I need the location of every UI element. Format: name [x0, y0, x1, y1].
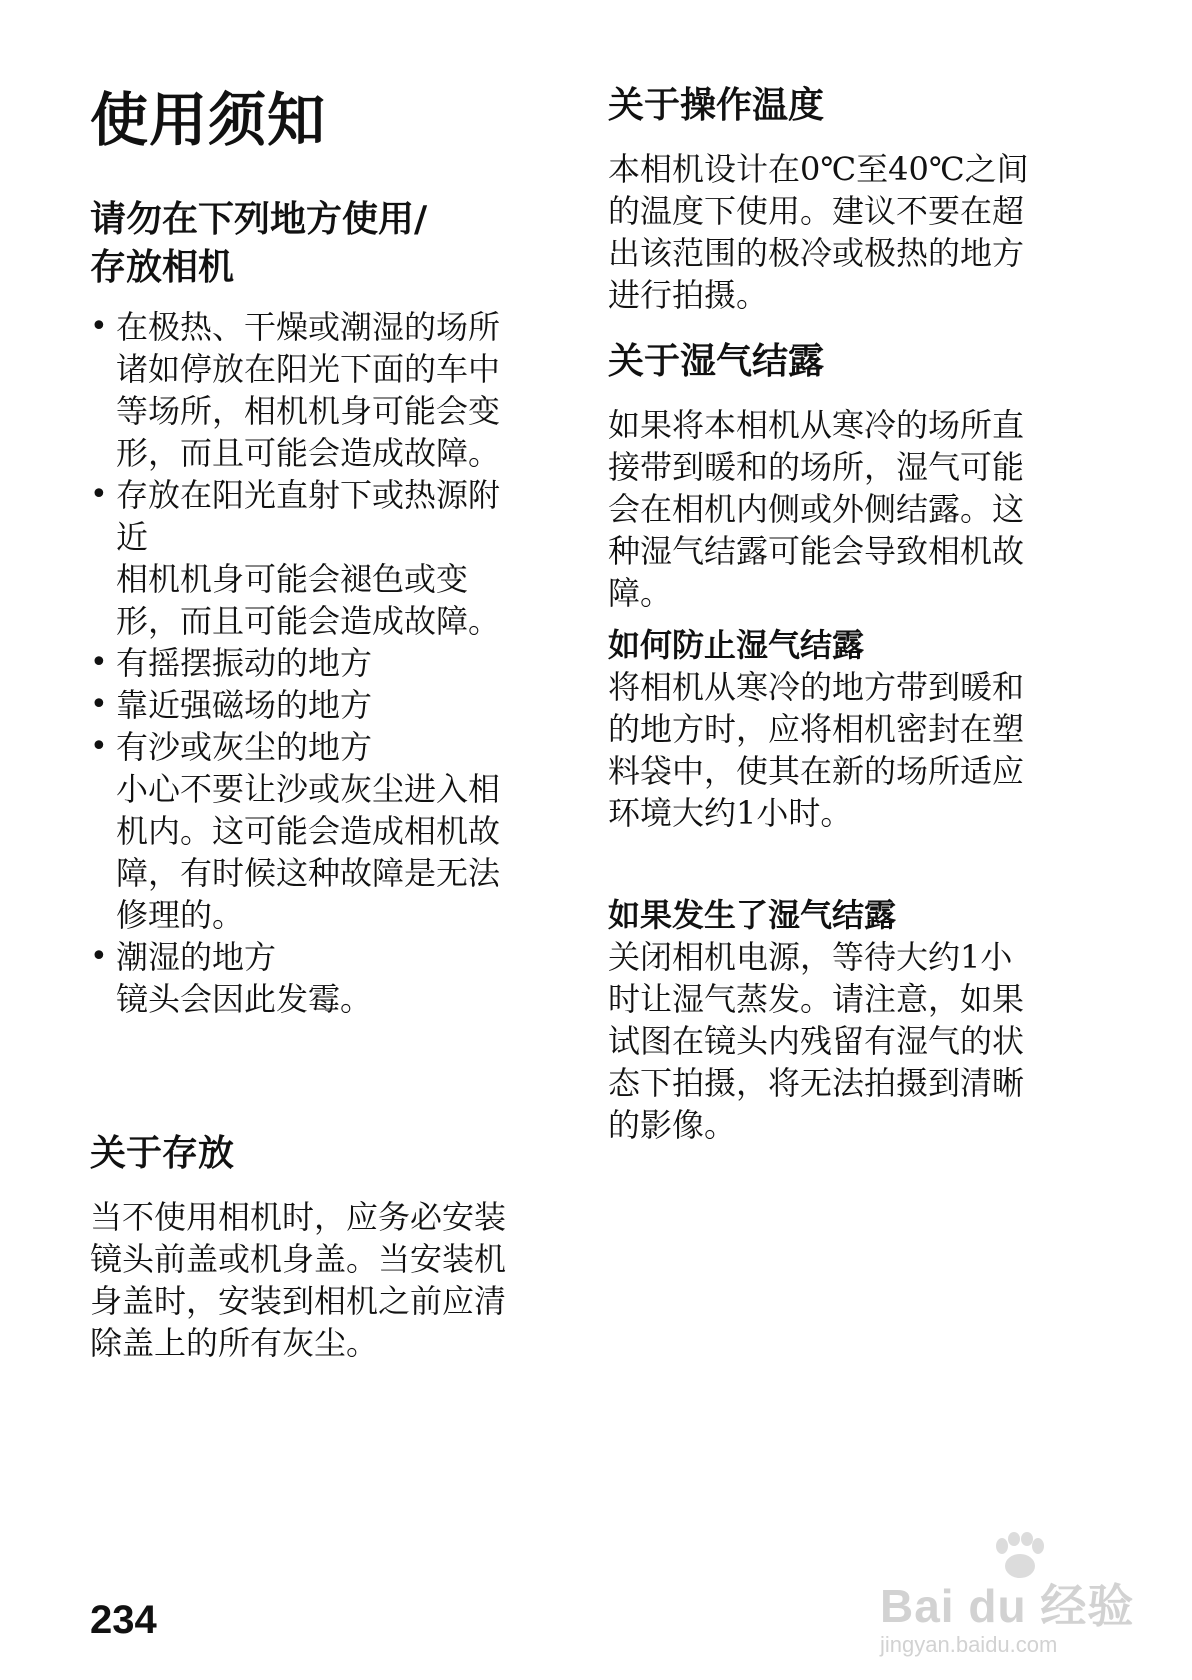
section-body-prevent-condensation: 将相机从寒冷的地方带到暖和的地方时，应将相机密封在塑料袋中，使其在新的场所适应环境大约1小时。: [608, 668, 1025, 832]
list-item-description: 相机机身可能会褪色或变形，而且可能会造成故障。: [116, 560, 501, 640]
list-item-description: 诸如停放在阳光下面的车中等场所，相机机身可能会变形，而且可能会造成故障。: [116, 350, 501, 472]
watermark-main-text: Bai du 经验: [880, 1580, 1135, 1632]
section-body-temperature: 本相机设计在0℃至40℃之间的温度下使用。建议不要在超出该范围的极冷或极热的地方进行拍摄。: [608, 150, 1029, 314]
bullet-icon: •: [90, 939, 108, 974]
section-body-condensation: 如果将本相机从寒冷的场所直接带到暖和的场所，湿气可能会在相机内侧或外侧结露。这种湿气结露可能会导致相机故障。: [608, 406, 1025, 612]
page-number: 234: [90, 1598, 157, 1642]
section-heading-storage: 关于存放: [90, 1133, 235, 1174]
page-title: 使用须知: [90, 86, 327, 154]
list-item-title: 存放在阳光直射下或热源附近: [116, 476, 501, 556]
baidu-watermark: [880, 1560, 1140, 1660]
list-item: [90, 936, 510, 1020]
section-body-if-condensation: 关闭相机电源，等待大约1小时让湿气蒸发。请注意，如果试图在镜头内残留有湿气的状态下拍摄，将无法拍摄到清晰的影像。: [608, 938, 1025, 1144]
list-item-title: 有摇摆振动的地方: [116, 644, 373, 682]
list-item-title: 潮湿的地方: [116, 938, 277, 976]
bullet-icon: •: [90, 477, 108, 512]
section-heading-locations-line1: 请勿在下列地方使用/: [90, 199, 428, 240]
list-item: [90, 474, 510, 642]
list-item-description: 镜头会因此发霉。: [116, 980, 373, 1018]
section-heading-locations-line2: 存放相机: [90, 247, 235, 288]
section-heading-condensation: 关于湿气结露: [608, 341, 825, 382]
section-heading-prevent-condensation: 如何防止湿气结露: [608, 626, 865, 664]
list-item: [90, 642, 510, 684]
section-body-storage: 当不使用相机时，应务必安装镜头前盖或机身盖。当安装机身盖时，安装到相机之前应清除盖上的所有灰尘。: [90, 1198, 507, 1362]
list-item-description: 小心不要让沙或灰尘进入相机内。这可能会造成相机故障，有时候这种故障是无法修理的。: [116, 770, 501, 934]
bullet-icon: •: [90, 645, 108, 680]
list-item-title: 在极热、干燥或潮湿的场所: [116, 308, 501, 346]
section-heading-if-condensation: 如果发生了湿气结露: [608, 896, 897, 934]
list-item: [90, 684, 510, 726]
locations-list: [90, 306, 510, 1020]
section-heading-temperature: 关于操作温度: [608, 85, 825, 126]
bullet-icon: •: [90, 729, 108, 764]
list-item: [90, 306, 510, 474]
watermark-url: jingyan.baidu.com: [880, 1632, 1058, 1657]
list-item-title: 有沙或灰尘的地方: [116, 728, 373, 766]
list-item: [90, 726, 510, 936]
bullet-icon: •: [90, 309, 108, 344]
list-item-title: 靠近强磁场的地方: [116, 686, 373, 724]
bullet-icon: •: [90, 687, 108, 722]
